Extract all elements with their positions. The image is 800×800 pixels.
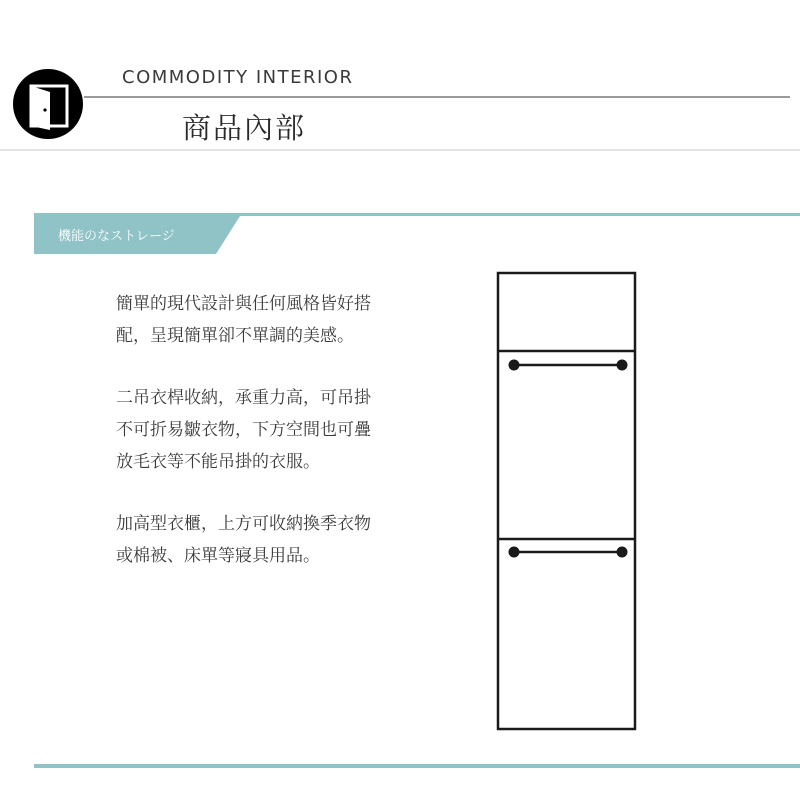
door-icon: [12, 68, 84, 140]
description-line: 不可折易皺衣物，下方空間也可疊: [116, 420, 371, 440]
description-line: 加高型衣櫃，上方可收納換季衣物: [116, 514, 371, 534]
header-title-zh: 商品內部: [182, 111, 307, 145]
description-line: 放毛衣等不能吊掛的衣服。: [116, 452, 320, 472]
footer-divider: [34, 764, 800, 768]
wardrobe-frame: [498, 273, 635, 729]
header-divider: [84, 96, 790, 98]
rod-end-upper-right: [617, 360, 628, 371]
description-line: 簡單的現代設計與任何風格皆好搭: [116, 294, 371, 314]
header-title-en: COMMODITY INTERIOR: [122, 67, 354, 88]
description-paragraph-3: [116, 508, 456, 572]
description-line: 配，呈現簡單卻不單調的美感。: [116, 326, 354, 346]
rod-end-lower-right: [617, 547, 628, 558]
description-line: 二吊衣桿收納，承重力高，可吊掛: [116, 388, 371, 408]
description-line: 或棉被、床單等寢具用品。: [116, 546, 320, 566]
rod-end-upper-left: [509, 360, 520, 371]
rod-end-lower-left: [509, 547, 520, 558]
header-bottom-divider: [0, 149, 800, 151]
description-paragraph-1: [116, 288, 456, 352]
wardrobe-diagram: [496, 271, 638, 733]
section-tab-label: 機能のなストレージ: [58, 229, 175, 244]
description-paragraph-2: [116, 382, 456, 478]
